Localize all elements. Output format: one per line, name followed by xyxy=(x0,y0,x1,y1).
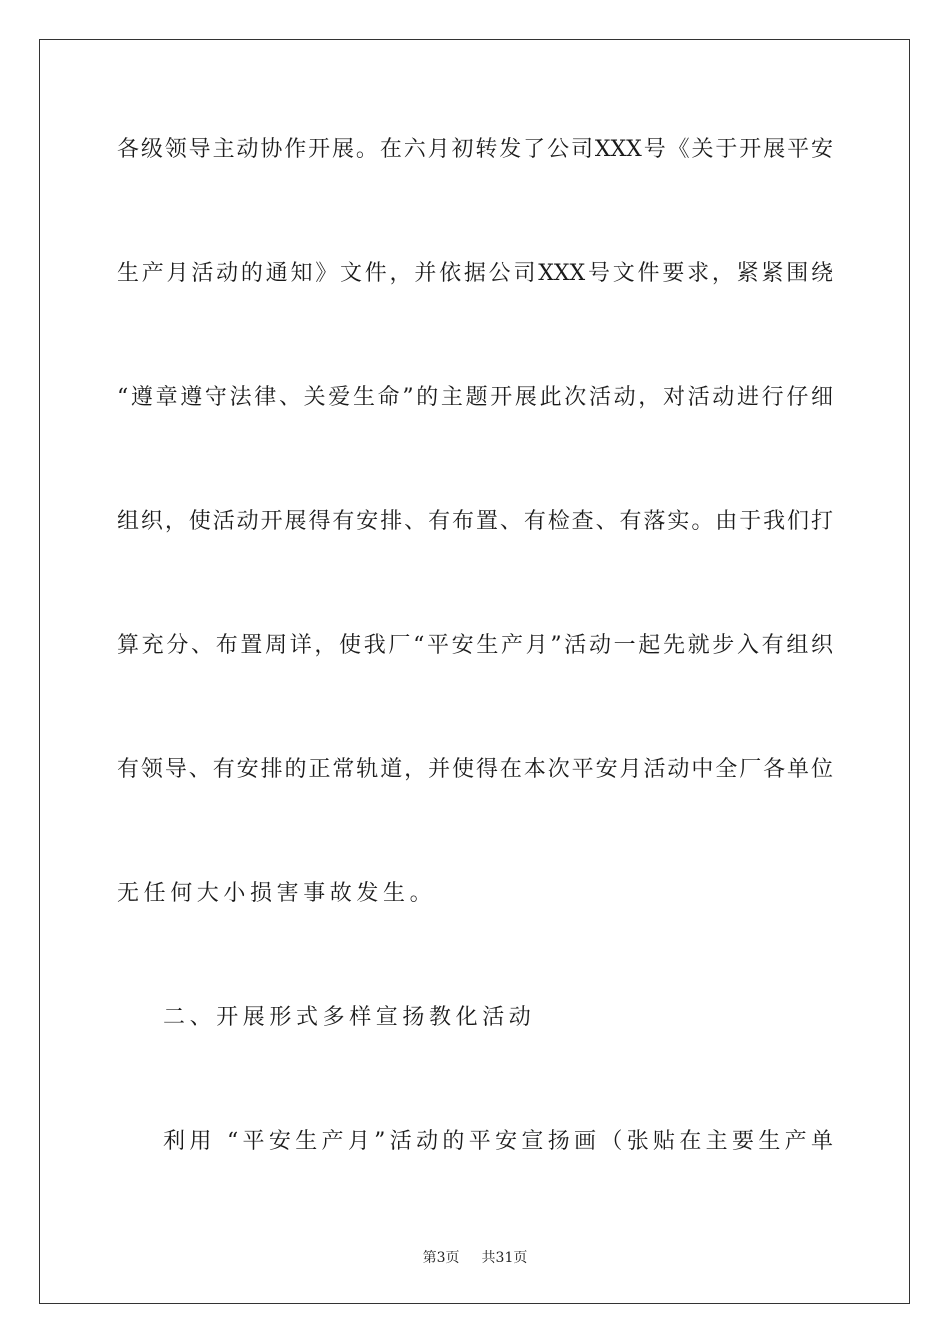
paragraph-line: 无任何大小损害事故发生。 xyxy=(117,881,437,906)
page-footer xyxy=(0,1248,950,1268)
paragraph-line: 生产月活动的通知》文件，并依据公司XXX号文件要求，紧紧围绕 xyxy=(117,261,833,286)
paragraph-line: 利用 “平安生产月”活动的平安宣扬画（张贴在主要生产单 xyxy=(163,1129,833,1154)
paragraph-line: “遵章遵守法律、关爱生命”的主题开展此次活动，对活动进行仔细 xyxy=(117,385,833,410)
paragraph-line: 有领导、有安排的正常轨道，并使得在本次平安月活动中全厂各单位 xyxy=(117,757,833,782)
page-total: 共31页 xyxy=(481,1250,528,1266)
paragraph-line: 算充分、布置周详，使我厂“平安生产月”活动一起先就步入有组织 xyxy=(117,633,833,658)
document-body xyxy=(117,129,833,1245)
paragraph-line: 组织，使活动开展得有安排、有布置、有检查、有落实。由于我们打 xyxy=(117,509,833,534)
paragraph-line: 各级领导主动协作开展。在六月初转发了公司XXX号《关于开展平安 xyxy=(117,137,833,162)
page-number: 第3页 xyxy=(422,1250,460,1266)
section-heading: 二、开展形式多样宣扬教化活动 xyxy=(163,1005,536,1030)
